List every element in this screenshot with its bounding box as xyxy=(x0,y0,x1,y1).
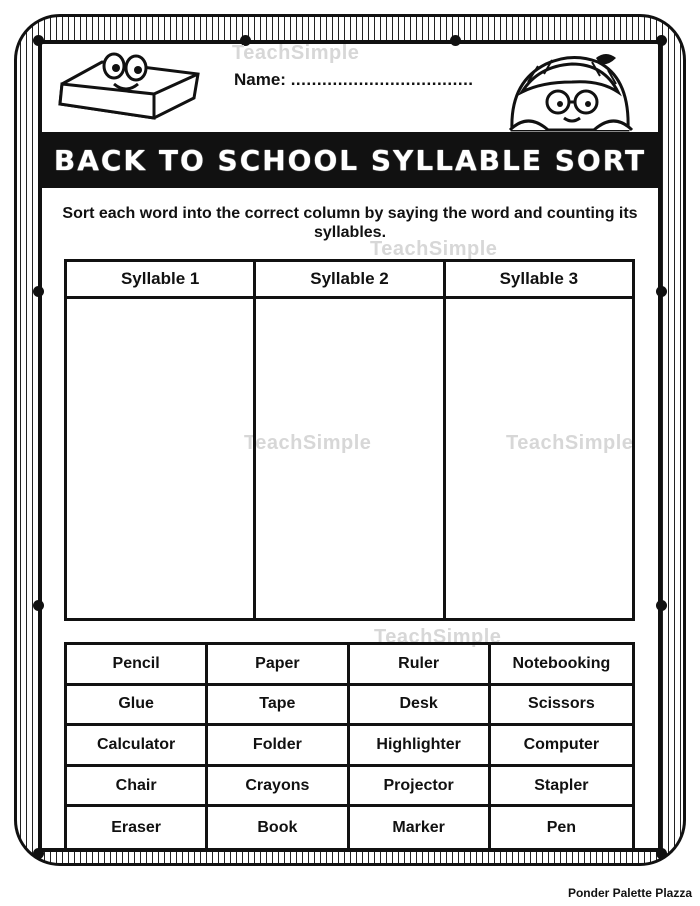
column-header: Syllable 2 xyxy=(256,262,442,299)
instructions: Sort each word into the correct column by saying the word and counting its syllables. xyxy=(62,205,638,241)
border-dot xyxy=(656,848,667,859)
word-card[interactable]: Computer xyxy=(491,726,632,767)
border-dot xyxy=(656,600,667,611)
word-card[interactable]: Desk xyxy=(350,686,491,727)
name-field[interactable] xyxy=(234,70,474,90)
watermark: TeachSimple xyxy=(374,626,502,648)
border-dot xyxy=(33,600,44,611)
border-dot xyxy=(33,848,44,859)
word-card[interactable]: Calculator xyxy=(67,726,208,767)
word-card[interactable]: Chair xyxy=(67,767,208,808)
word-card[interactable]: Glue xyxy=(67,686,208,727)
border-dot xyxy=(450,35,461,46)
girl-with-glasses-icon xyxy=(508,52,634,132)
word-card[interactable]: Book xyxy=(208,807,349,848)
column-syllable-1 xyxy=(67,262,256,618)
syllable-sort-table xyxy=(64,259,635,621)
word-card[interactable]: Stapler xyxy=(491,767,632,808)
column-drop-area[interactable] xyxy=(446,299,632,618)
watermark: TeachSimple xyxy=(506,432,634,454)
word-card[interactable]: Pen xyxy=(546,818,577,836)
word-card[interactable]: Scissors xyxy=(491,686,632,727)
watermark: TeachSimple xyxy=(232,42,360,64)
eraser-character-icon xyxy=(54,48,204,122)
word-card[interactable]: Marker xyxy=(350,807,491,848)
word-card[interactable]: Paper xyxy=(208,645,349,686)
worksheet-title: BACK TO SCHOOL SYLLABLE SORT xyxy=(53,143,647,177)
border-dot xyxy=(656,35,667,46)
border-dot xyxy=(33,35,44,46)
border-dot xyxy=(33,286,44,297)
column-header: Syllable 3 xyxy=(446,262,632,299)
word-card[interactable]: Ruler xyxy=(350,645,491,686)
watermark: TeachSimple xyxy=(244,432,372,454)
word-card[interactable]: Crayons xyxy=(208,767,349,808)
word-card[interactable]: Pencil xyxy=(67,645,208,686)
column-drop-area[interactable] xyxy=(67,299,253,618)
column-drop-area[interactable] xyxy=(256,299,442,618)
word-card[interactable]: Projector xyxy=(350,767,491,808)
word-card[interactable]: Folder xyxy=(208,726,349,767)
footer-credit: Ponder Palette Plazza xyxy=(567,886,692,900)
watermark: TeachSimple xyxy=(370,238,498,260)
column-header: Syllable 1 xyxy=(67,262,253,299)
name-blank: ................................... xyxy=(290,70,474,89)
column-syllable-2 xyxy=(256,262,445,618)
word-card[interactable]: Tape xyxy=(208,686,349,727)
word-card[interactable]: Eraser xyxy=(67,807,208,848)
border-dot xyxy=(656,286,667,297)
title-banner xyxy=(42,132,658,188)
column-syllable-3 xyxy=(446,262,632,618)
word-bank xyxy=(64,642,635,851)
word-card[interactable]: Notebooking xyxy=(491,645,632,686)
word-card[interactable]: Highlighter xyxy=(350,726,491,767)
name-label: Name: xyxy=(234,70,286,89)
